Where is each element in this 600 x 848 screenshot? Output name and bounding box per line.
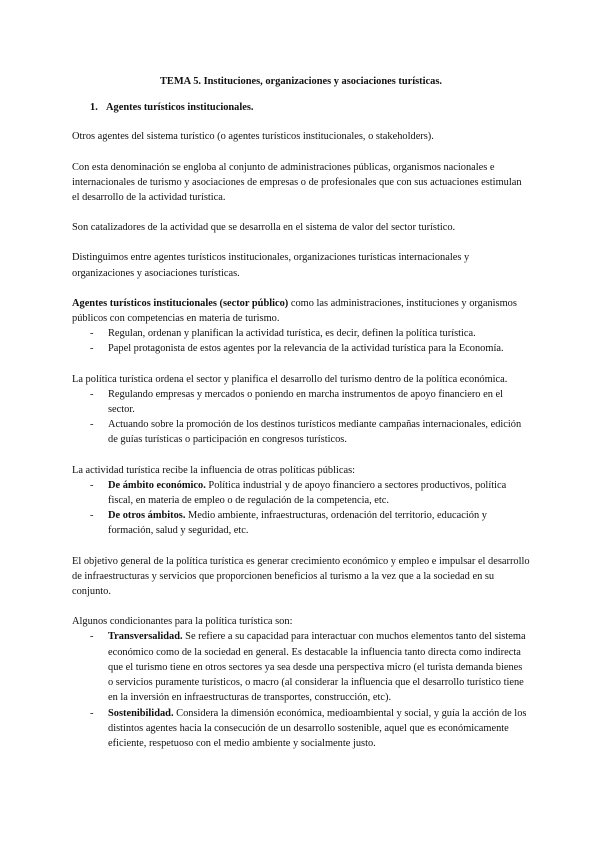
list-item xyxy=(72,387,530,417)
list-item-text: Papel protagonista de estos agentes por la relevancia de la actividad turística para la Economía. xyxy=(108,343,504,355)
paragraph-8: El objetivo general de la política turística es generar crecimiento económico y empleo e impulsar el desarrollo de infraestructuras y servicios que proporcionen beneficios al turismo a la vez que a la sociedad en su conjunto. xyxy=(72,555,530,598)
list-item xyxy=(72,417,530,447)
list-item-text: Regulan, ordenan y planifican la actividad turística, es decir, definen la política turística. xyxy=(108,328,476,340)
list-item-bold: Transversalidad. xyxy=(108,631,183,643)
list-1 xyxy=(72,326,530,356)
list-item xyxy=(72,341,530,356)
list-item-text: Actuando sobre la promoción de los destinos turísticos mediante campañas internacionales, edición de guías turísticas o participación en congresos turísticos. xyxy=(108,419,522,446)
list-item xyxy=(72,706,530,752)
paragraph-9: Algunos condicionantes para la política turística son: xyxy=(72,616,293,628)
dash-bullet: - xyxy=(90,479,94,491)
paragraph-2: Con esta denominación se engloba al conjunto de administraciones públicas, organismos nacionales e internacionales de turismo y asociaciones de empresas o de profesionales que con sus actuaciones estimulan el desarrollo de la actividad turística. xyxy=(72,161,522,204)
section-label: Agentes turísticos institucionales. xyxy=(106,102,254,114)
paragraph-6: La política turística ordena el sector y planifica el desarrollo del turismo dentro de la política económica. xyxy=(72,373,508,385)
section-heading xyxy=(90,100,530,115)
paragraph-5-bold: Agentes turísticos institucionales (sector público) xyxy=(72,297,289,309)
list-3 xyxy=(72,478,530,539)
list-item xyxy=(72,326,530,341)
list-item xyxy=(72,508,530,538)
dash-bullet: - xyxy=(90,328,94,340)
list-2 xyxy=(72,387,530,448)
paragraph-4: Distinguimos entre agentes turísticos institucionales, organizaciones turísticas internacionales y organizaciones y asociaciones turísticas. xyxy=(72,252,470,279)
list-item-bold: De ámbito económico. xyxy=(108,479,206,491)
dash-bullet: - xyxy=(90,343,94,355)
list-item-bold: De otros ámbitos. xyxy=(108,510,186,522)
list-item xyxy=(72,629,530,705)
section-number: 1. xyxy=(90,102,98,114)
list-item-text: Considera la dimensión económica, medioambiental y social, y guía la acción de los distintos agentes hacia la consecución de un desarrollo sostenible, aquel que es económicamente eficiente, respetuoso con el medio ambiente y socialmente justo. xyxy=(108,707,527,749)
paragraph-5-text: como las administraciones, instituciones y organismos públicos con competencias en materia de turismo. xyxy=(72,297,517,325)
dash-bullet: - xyxy=(90,707,94,719)
list-4 xyxy=(72,629,530,751)
paragraph-3: Son catalizadores de la actividad que se desarrolla en el sistema de valor del sector turístico. xyxy=(72,222,456,234)
dash-bullet: - xyxy=(90,388,94,400)
paragraph-7: La actividad turística recibe la influencia de otras políticas públicas: xyxy=(72,464,356,476)
dash-bullet: - xyxy=(90,631,94,643)
list-item-text: Política industrial y de apoyo financiero a sectores productivos, política fiscal, en materia de empleo o de regulación de la competencia, etc. xyxy=(108,479,507,507)
dash-bullet: - xyxy=(90,510,94,522)
paragraph-1: Otros agentes del sistema turístico (o agentes turísticos institucionales, o stakeholders). xyxy=(72,131,434,143)
list-item-text: Medio ambiente, infraestructuras, ordenación del territorio, educación y formación, salud y seguridad, etc. xyxy=(108,510,487,537)
document-body xyxy=(72,74,530,766)
list-item xyxy=(72,478,530,508)
paragraph-5 xyxy=(72,296,530,326)
list-item-bold: Sostenibilidad. xyxy=(108,707,174,719)
dash-bullet: - xyxy=(90,419,94,431)
document-title: TEMA 5. Instituciones, organizaciones y asociaciones turísticas. xyxy=(160,76,442,87)
list-item-text: Regulando empresas y mercados o poniendo en marcha instrumentos de apoyo financiero en el sector. xyxy=(108,388,504,416)
list-item-text: Se refiere a su capacidad para interactuar con muchos elementos tanto del sistema económico como de la sociedad en general. Es destacable la influencia tanto directa como indirecta que el turismo tiene en otros sectores ya sea desde una perspectiva micro (el turista demanda bienes o servicios puramente turísticos, o macro (al considerar la influencia que el desarrollo turístico tiene en la inversión en infraestructuras de transportes, construcción, etc). xyxy=(108,631,526,704)
